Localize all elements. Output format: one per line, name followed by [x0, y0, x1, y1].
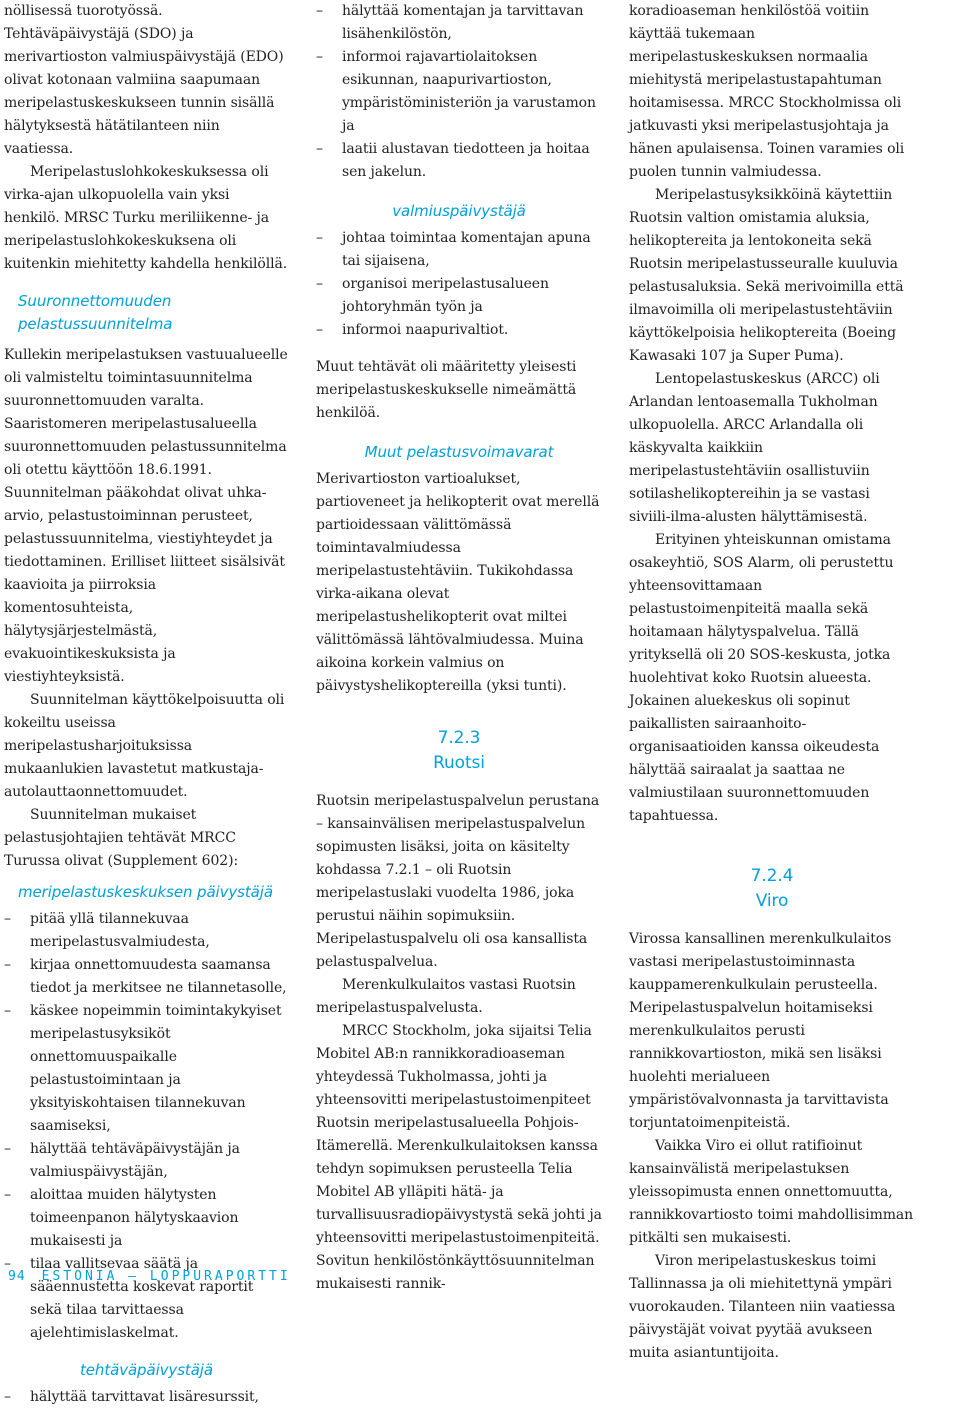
section-heading — [4, 290, 288, 336]
running-title: ESTONIA — LOPPURAPORTTI — [41, 1269, 291, 1284]
subsection-heading: Muut pelastusvoimavarat — [364, 443, 554, 461]
paragraph: Merivartioston vartioalukset, partioveneet ja helikopterit ovat merellä partioidessaan välittömässä toimintavalmiudessa meripelastustehtäviin. Tukikohdassa virka-aikana olevat meripelastushelikopterit ovat miltei välittömässä lähtövalmiudessa. Muina aikoina korkein valmius on päivystyshelikoptereilla (yksi tunti). — [316, 471, 600, 694]
list-item: – hälyttää komentajan ja tarvittavan lisähenkilöstön, — [316, 0, 602, 46]
list-item: – informoi rajavartiolaitoksen esikunnan, naapurivartioston, ympäristöministeriön ja varustamon ja — [316, 46, 602, 138]
paragraph: Erityinen yhteiskunnan omistama osakeyhtiö, SOS Alarm, oli perustettu yhteensovittamaan pelastustoimenpiteitä maalla sekä hoitamaan hälytyspalvelua. Tällä yrityksellä oli 20 SOS-keskusta, jotka huolehtivat koko Ruotsin alueesta. Jokainen aluekeskus oli sopinut paikallisten sairaanhoito-organisaatioiden kanssa oikeudesta hälyttää sairaalat ja saattaa ne valmiustilaan suuronnettomuuden tapahtuessa. — [629, 532, 894, 824]
paragraph: Meripelastusyksikköinä käytettiin Ruotsin valtion omistamia aluksia, helikoptereita ja lentokoneita sekä Ruotsin meripelastusseuralle kuuluvia pelastusaluksia. Sekä merivoimilla että ilmavoimilla oli meripelastustehtäviin käyttökelpoisia helikoptereita (Boeing Kawasaki 107 ja Super Puma). — [629, 187, 904, 364]
list-item: – johtaa toimintaa komentajan apuna tai sijaisena, — [316, 227, 602, 273]
paragraph: Virossa kansallinen merenkulkulaitos vastasi meripelastustoiminnasta kauppamerenkulkulain perusteella. Meripelastuspalvelun hoitamiseksi merenkulkulaitos perusti rannikkovartioston, mikä sen lisäksi huolehti merialueen ympäristövalvonnasta ja tarvittavista torjuntatoimenpiteistä. — [629, 931, 892, 1131]
paragraph: koradioaseman henkilöstöä voitiin käyttää tukemaan meripelastuskeskuksen normaalia miehitystä meripelastustapahtuman hoitamisessa. MRCC Stockholmissa oli jatkuvasti yksi meripelastusjohtaja ja hänen apulaisensa. Toinen varamies oli puolen tunnin valmiudessa. — [629, 3, 905, 180]
paragraph: Suunnitelman mukaiset pelastusjohtajien tehtävät MRCC Turussa olivat (Supplement 602): — [4, 807, 239, 869]
paragraph: Muut tehtävät oli määritetty yleisesti meripelastuskeskukselle nimeämättä henkilöä. — [316, 359, 577, 421]
task-list — [4, 1386, 288, 1409]
subsection-heading: tehtäväpäivystäjä — [80, 1361, 213, 1379]
section-number: 7.2.3 — [437, 728, 481, 748]
paragraph: Meripelastuslohkokeskuksessa oli virka-ajan ulkopuolella vain yksi henkilö. MRSC Turku meriliikenne- ja meripelastuslohkokeskuksena oli kuitenkin miehitetty kahdella henkilöllä. — [4, 164, 288, 272]
list-item: – pitää yllä tilannekuvaa meripelastusvalmiudesta, — [4, 908, 288, 954]
list-item: – kirjaa onnettomuudesta saamansa tiedot ja merkitsee ne tilannetasolle, — [4, 954, 288, 1000]
list-item: – käskee nopeimmin toimintakykyiset meripelastusyksiköt onnettomuuspaikalle pelastustoimintaan ja yksityiskohtaisen tilannekuvan saamiseksi, — [4, 1000, 288, 1138]
page-footer — [8, 1269, 291, 1284]
task-list — [316, 0, 602, 184]
paragraph: MRCC Stockholm, joka sijaitsi Telia Mobitel AB:n rannikkoradioaseman yhteydessä Tukholmassa, johti ja yhteensovitti meripelastustoimenpiteet Ruotsin meripelastusalueella Pohjois-Itämerellä. Merenkulkulaitoksen kanssa tehdyn sopimuksen perusteella Telia Mobitel AB ylläpiti hätä- ja turvallisuusradiopäivystystä sekä johti ja yhteensovitti meripelastustoimenpiteitä. Sovitun henkilöstönkäyttösuunnitelman mukaisesti rannik- — [316, 1023, 602, 1292]
section-heading-line: Suuronnettomuuden — [18, 292, 172, 310]
task-list — [316, 227, 602, 342]
list-item: – informoi naapurivaltiot. — [316, 319, 602, 342]
column-2 — [316, 0, 602, 1296]
section-number: 7.2.4 — [750, 866, 794, 886]
paragraph: nöllisessä tuorotyössä. Tehtäväpäivystäjä (SDO) ja merivartioston valmiuspäivystäjä (EDO) olivat kotonaan valmiina saapumaan meripelastuskeskukseen tunnin sisällä hälytyksestä hätätilanteen niin vaatiessa. — [4, 3, 284, 157]
paragraph: Vaikka Viro ei ollut ratifioinut kansainvälistä meripelastuksen yleissopimusta ennen onnettomuutta, rannikkovartiosto toimi mahdollisimman pitkälti sen mukaisesti. — [629, 1138, 914, 1246]
paragraph: Suunnitelman käyttökelpoisuutta oli kokeiltu useissa meripelastusharjoituksissa mukaanlukien lavastetut matkustaja-autolauttaonnettomuudet. — [4, 692, 285, 800]
page-number: 94 — [8, 1269, 26, 1284]
paragraph: Lentopelastuskeskus (ARCC) oli Arlandan lentoasemalla Tukholman ulkopuolella. ARCC Arlandalla oli käskyvalta kaikkiin meripelastustehtäviin osallistuviin sotilashelikoptereihin ja se vastasi siviili-ilma-alusten hälyttämisestä. — [629, 371, 880, 525]
paragraph: Ruotsin meripelastuspalvelun perustana – kansainvälisen meripelastuspalvelun sopimusten lisäksi, joita on käsitelty kohdassa 7.2.1 – oli Ruotsin meripelastuslaki vuodelta 1986, joka perustui näihin sopimuksiin. Meripelastuspalvelu oli osa kansallista pelastuspalvelua. — [316, 793, 600, 970]
section-heading-line: pelastussuunnitelma — [18, 315, 173, 333]
subsection-heading: meripelastuskeskuksen päivystäjä — [18, 883, 273, 901]
column-1 — [4, 0, 288, 1409]
list-item: – organisoi meripelastusalueen johtoryhmän työn ja — [316, 273, 602, 319]
paragraph: Viron meripelastuskeskus toimi Tallinnassa ja oli miehitettynä ympäri vuorokauden. Tilanteen niin vaatiessa päivystäjät voivat pyytää avukseen muita asiantuntijoita. — [629, 1253, 896, 1361]
paragraph: Merenkulkulaitos vastasi Ruotsin meripelastuspalvelusta. — [316, 977, 576, 1016]
list-item: – tilaa vallitsevaa säätä ja sääennustetta koskevat raportit sekä tilaa tarvittaessa ajelehtimislaskelmat. — [4, 1253, 288, 1345]
subsection-heading: valmiuspäivystäjä — [392, 202, 526, 220]
section-title: Ruotsi — [433, 753, 485, 773]
list-item: – laatii alustavan tiedotteen ja hoitaa sen jakelun. — [316, 138, 602, 184]
list-item: – hälyttää tehtäväpäivystäjän ja valmiuspäivystäjän, — [4, 1138, 288, 1184]
list-item: – aloittaa muiden hälytysten toimeenpanon hälytyskaavion mukaisesti ja — [4, 1184, 288, 1253]
section-title: Viro — [755, 891, 789, 911]
list-item: – hälyttää tarvittavat lisäresurssit, — [4, 1386, 288, 1409]
paragraph: Kullekin meripelastuksen vastuualueelle oli valmisteltu toimintasuunnitelma suuronnettomuuden varalta. Saaristomeren meripelastusalueella suuronnettomuuden pelastussunnitelma oli otettu käyttöön 18.6.1991. Suunnitelman pääkohdat olivat uhka-arvio, pelastustoiminnan perusteet, pelastussuunnitelma, viestiyhteydet ja tiedottaminen. Erilliset liitteet sisälsivät kaavioita ja piirroksia komentosuhteista, hälytysjärjestelmästä, evakuointikeskuksista ja viestiyhteyksistä. — [4, 347, 288, 685]
column-3 — [629, 0, 915, 1365]
